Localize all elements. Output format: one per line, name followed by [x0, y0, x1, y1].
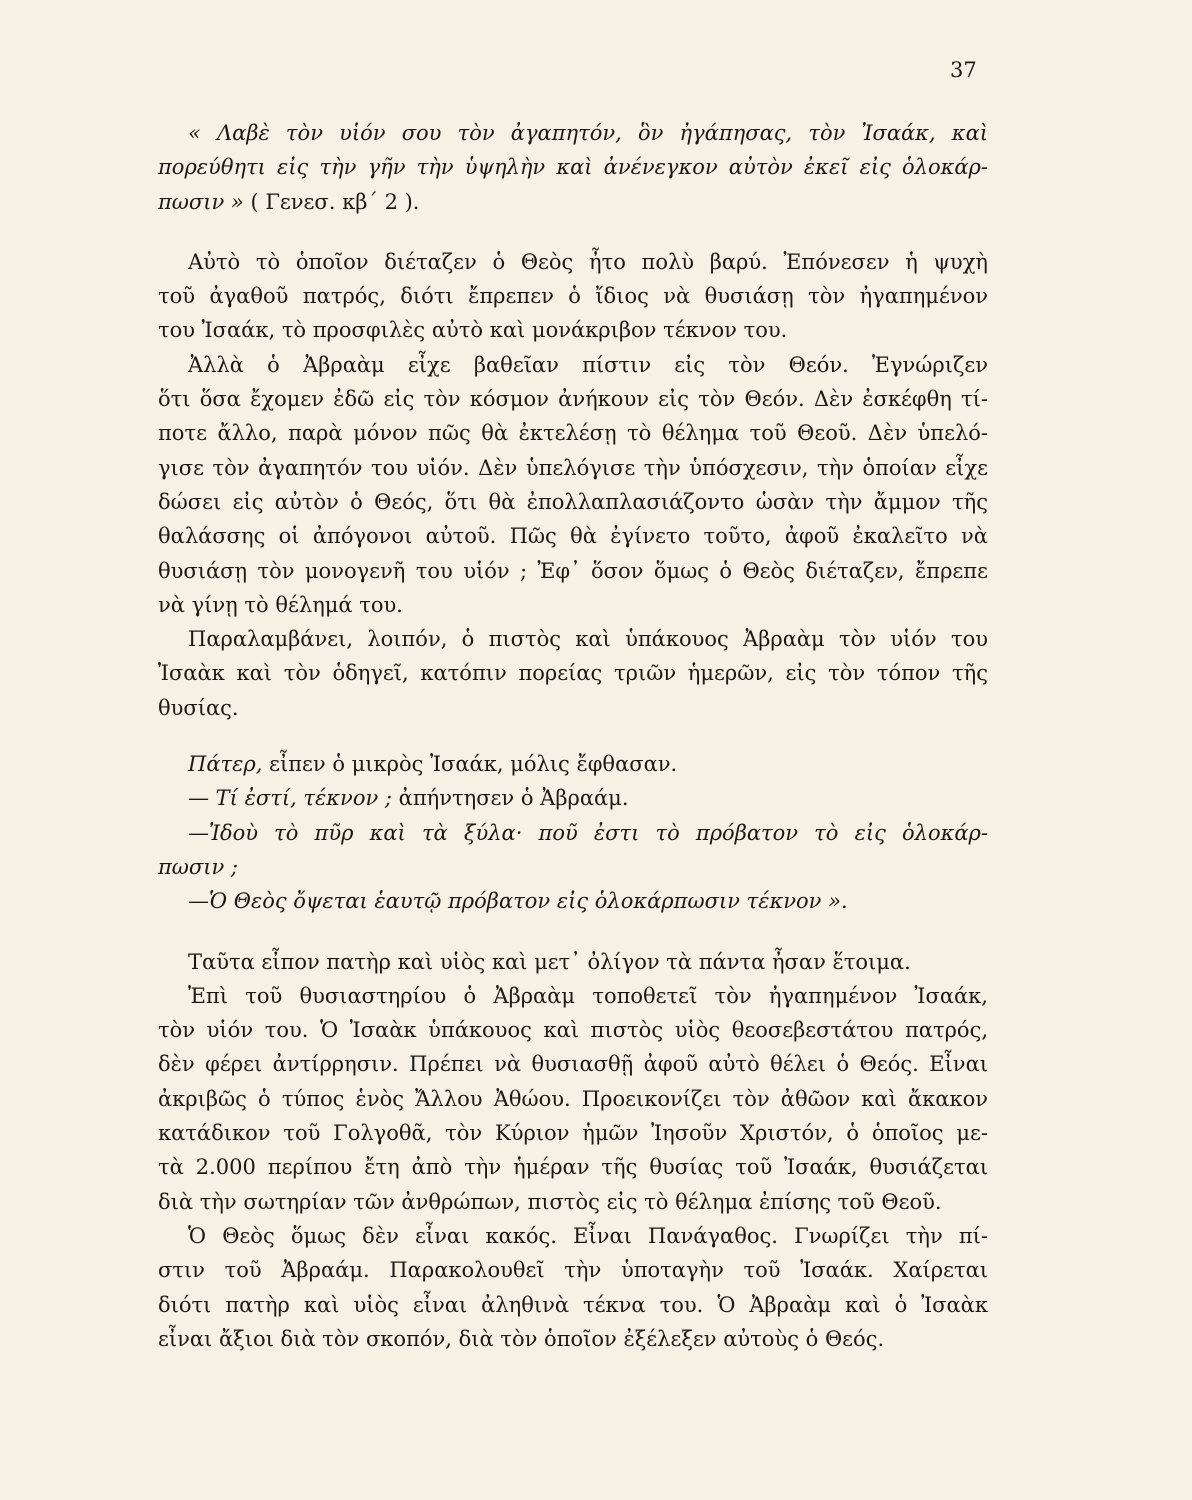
text-line: νὰ γίνῃ τὸ θέλημά του.: [158, 592, 403, 617]
text-line: τὸν υἱόν του. Ὁ Ἰσαὰκ ὑπάκουος καὶ πιστὸς υἱὸς θεοσεβεστάτου πατρός,: [158, 1018, 988, 1043]
text-line: Ὁ Θεὸς ὅμως δὲν εἶναι κακός. Εἶναι Πανάγαθος. Γνωρίζει τὴν πί-: [188, 1223, 988, 1248]
dialogue-line: [158, 781, 988, 815]
text-line: διότι πατὴρ καὶ υἱὸς εἶναι ἀληθινὰ τέκνα του. Ὁ Ἀβραὰμ καὶ ὁ Ἰσαὰκ: [158, 1292, 988, 1317]
text-line: του Ἰσαάκ, τὸ προσφιλὲς αὐτὸ καὶ μονάκριβον τέκνον του.: [158, 318, 788, 343]
text-line: δὲν φέρει ἀντίρρησιν. Πρέπει νὰ θυσιασθῇ ἀφοῦ αὐτὸ θέλει ὁ Θεός. Εἶναι: [158, 1052, 988, 1077]
text-line: θαλάσσης οἱ ἀπόγονοι αὐτοῦ. Πῶς θὰ ἐγίνετο τοῦτο, ἀφοῦ ἐκαλεῖτο νὰ: [158, 524, 988, 549]
text-line: Ἐπὶ τοῦ θυσιαστηρίου ὁ Ἀβραὰμ τοποθετεῖ τὸν ἠγαπημένον Ἰσαάκ,: [188, 983, 988, 1008]
dialogue-line: [158, 747, 988, 781]
dialogue-narration: εἶπεν ὁ μικρὸς Ἰσαάκ, μόλις ἔφθασαν.: [262, 752, 678, 777]
text-line: ὅτι ὅσα ἔχομεν ἐδῶ εἰς τὸν κόσμον ἀνήκουν εἰς τὸν Θεόν. Δὲν ἐσκέφθη τί-: [158, 387, 988, 412]
text-line: τοῦ ἀγαθοῦ πατρός, διότι ἔπρεπεν ὁ ἴδιος νὰ θυσιάσῃ τὸν ἠγαπημένον: [158, 284, 988, 309]
text-line: γισε τὸν ἀγαπητόν του υἱόν. Δὲν ὑπελόγισε τὴν ὑπόσχεσιν, τὴν ὁποίαν εἶχε: [158, 455, 988, 480]
paragraph-5: [158, 979, 988, 1219]
text-line: Παραλαμβάνει, λοιπόν, ὁ πιστὸς καὶ ὑπάκουος Ἀβραὰμ τὸν υἱόν του: [188, 627, 988, 652]
spacer: [158, 219, 988, 245]
page-number: 37: [950, 58, 977, 82]
scripture-reference: ( Γενεσ. κβ΄ 2 ).: [243, 189, 420, 214]
text-line: Ταῦτα εἶπον πατὴρ καὶ υἱὸς καὶ μετ᾽ ὀλίγον τὰ πάντα ἦσαν ἕτοιμα.: [188, 949, 911, 974]
text-line: θυσιάσῃ τὸν μονογενῆ του υἱόν ; Ἐφ᾽ ὅσον ὅμως ὁ Θεὸς διέταζεν, ἔπρεπε: [158, 558, 988, 583]
text-line: Ἀλλὰ ὁ Ἀβραὰμ εἶχε βαθεῖαν πίστιν εἰς τὸν Θεόν. Ἐγνώριζεν: [188, 352, 988, 377]
text-line: Αὐτὸ τὸ ὁποῖον διέταζεν ὁ Θεὸς ἦτο πολὺ βαρύ. Ἐπόνεσεν ἡ ψυχὴ: [188, 249, 988, 274]
spacer: [158, 725, 988, 747]
text-line: ποτε ἄλλο, παρὰ μόνον πῶς θὰ ἐκτελέσῃ τὸ θέλημα τοῦ Θεοῦ. Δὲν ὑπελό-: [158, 421, 988, 446]
text-line: δώσει εἰς αὐτὸν ὁ Θεός, ὅτι θὰ ἐπολλαπλασιάζοντο ὡσὰν τὴν ἄμμον τῆς: [158, 489, 988, 514]
dialogue-italic: Πάτερ,: [188, 752, 263, 777]
paragraph-1: [158, 245, 988, 348]
paragraph-3: [158, 622, 988, 725]
dialogue-line: —Ἰδοὺ τὸ πῦρ καὶ τὰ ξύλα· ποῦ ἐστι τὸ πρόβατον τὸ εἰς ὁλοκάρ-: [188, 820, 988, 845]
dialogue-narration: ἀπήντησεν ὁ Ἀβραάμ.: [391, 786, 629, 811]
quote-line: [158, 185, 988, 219]
paragraph-4: [158, 945, 988, 979]
dialogue-line: πωσιν ;: [158, 854, 239, 879]
quote-line: « Λαβὲ τὸν υἱόν σου τὸν ἀγαπητόν, ὃν ἠγάπησας, τὸν Ἰσαάκ, καὶ: [188, 121, 988, 145]
quote-line: πορεύθητι εἰς τὴν γῆν τὴν ὑψηλὴν καὶ ἀνένεγκον αὐτὸν ἐκεῖ εἰς ὁλοκάρ-: [158, 155, 988, 180]
paragraph-2: [158, 348, 988, 622]
text-line: Ἰσαὰκ καὶ τὸν ὁδηγεῖ, κατόπιν πορείας τριῶν ἡμερῶν, εἰς τὸν τόπον τῆς: [158, 661, 988, 686]
text-line: εἶναι ἄξιοι διὰ τὸν σκοπόν, διὰ τὸν ὁποῖον ἐξέλεξεν αὐτοὺς ὁ Θεός.: [158, 1326, 885, 1351]
text-line: τὰ 2.000 περίπου ἔτη ἀπὸ τὴν ἡμέραν τῆς θυσίας τοῦ Ἰσαάκ, θυσιάζεται: [158, 1155, 988, 1180]
spacer: [158, 919, 988, 945]
text-line: στιν τοῦ Ἀβραάμ. Παρακολουθεῖ τὴν ὑποταγὴν τοῦ Ἰσαάκ. Χαίρεται: [158, 1258, 988, 1283]
text-line: διὰ τὴν σωτηρίαν τῶν ἀνθρώπων, πιστὸς εἰς τὸ θέλημα ἐπίσης τοῦ Θεοῦ.: [158, 1189, 942, 1214]
page-body: [158, 116, 988, 1356]
dialogue-italic: — Τί ἐστί, τέκνον ;: [188, 786, 392, 811]
paragraph-6: [158, 1219, 988, 1356]
text-line: ἀκριβῶς ὁ τύπος ἑνὸς Ἄλλου Ἀθώου. Προεικονίζει τὸν ἀθῶον καὶ ἄκακον: [158, 1086, 988, 1111]
text-line: θυσίας.: [158, 695, 239, 720]
text-line: κατάδικον τοῦ Γολγοθᾶ, τὸν Κύριον ἡμῶν Ἰησοῦν Χριστόν, ὁ ὁποῖος με-: [158, 1121, 988, 1146]
dialogue: [158, 747, 988, 918]
dialogue-line: —Ὁ Θεὸς ὄψεται ἑαυτῷ πρόβατον εἰς ὁλοκάρπωσιν τέκνον ».: [188, 889, 848, 914]
quote-line-end: πωσιν »: [158, 189, 244, 214]
scripture-quote: [158, 116, 988, 219]
